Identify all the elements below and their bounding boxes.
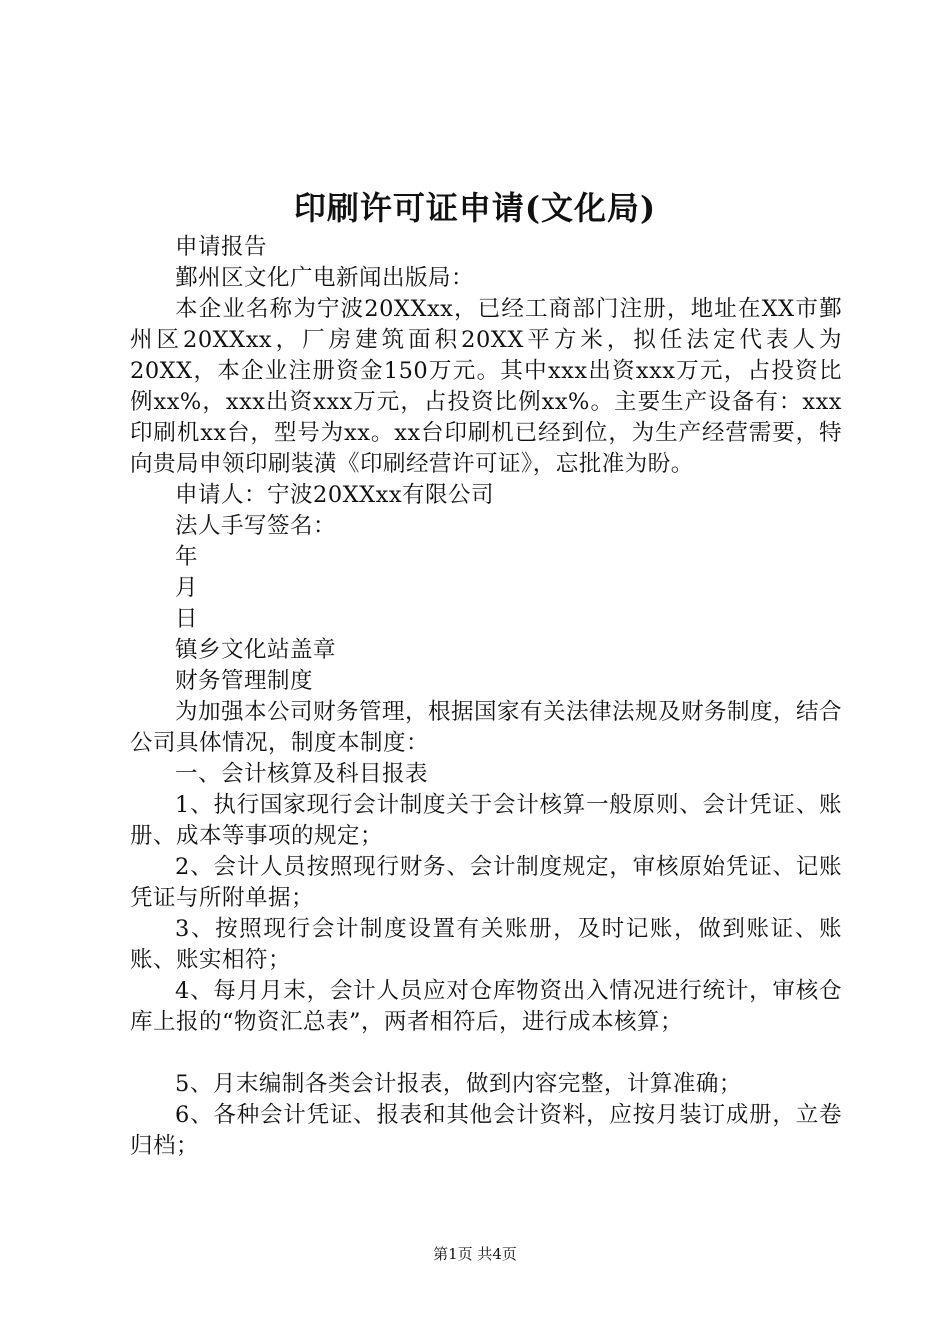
paragraph-section-one: 一、会计核算及科目报表 [175,761,429,787]
paragraph-signature: 法人手写签名： [175,513,337,539]
document-title: 印刷许可证申请(文化局) [293,189,657,227]
paragraph-day: 日 [175,606,199,632]
paragraph-stamp: 镇乡文化站盖章 [175,637,337,663]
paragraph-item-3: 3、按照现行会计制度设置有关账册，及时记账，做到账证、账账、账实相符； [130,916,842,973]
paragraph-month: 月 [175,575,199,601]
page-footer: 第1页 共4页 [433,1245,517,1263]
paragraph-addressee: 鄞州区文化广电新闻出版局： [175,265,475,291]
paragraph-year: 年 [175,544,199,570]
paragraph-item-4: 4、每月月末，会计人员应对仓库物资出入情况进行统计，审核仓库上报的“物资汇总表”，两者相符后，进行成本核算； [130,978,842,1035]
paragraph-item-1: 1、执行国家现行会计制度关于会计核算一般原则、会计凭证、账册、成本等事项的规定； [130,792,842,849]
paragraph-finance-heading: 财务管理制度 [175,668,314,694]
paragraph-application-report: 申请报告 [175,234,268,260]
paragraph-item-5: 5、月末编制各类会计报表，做到内容完整，计算准确； [175,1071,742,1097]
paragraph-applicant: 申请人：宁波20XXxx有限公司 [175,482,495,508]
paragraph-item-6: 6、各种会计凭证、报表和其他会计资料，应按月装订成册，立卷归档； [130,1102,842,1159]
paragraph-finance-intro: 为加强本公司财务管理，根据国家有关法律法规及财务制度，结合公司具体情况，制度本制度： [130,699,843,756]
paragraph-item-2: 2、会计人员按照现行财务、会计制度规定，审核原始凭证、记账凭证与所附单据； [130,854,842,911]
document-body [130,232,842,1162]
paragraph-enterprise-info: 本企业名称为宁波20XXxx，已经工商部门注册，地址在XX市鄞州区20XXxx，厂房建筑面积20XX平方米，拟任法定代表人为20XX，本企业注册资金150万元。其中xxx出资xxx万元，占投资比例xx%，xxx出资xxx万元，占投资比例xx%。主要生产设备有：xxx印刷机xx台，型号为xx。xx台印刷机已经到位，为生产经营需要，特向贵局申领印刷装潢《印刷经营许可证》，忘批准为盼。 [130,296,842,477]
